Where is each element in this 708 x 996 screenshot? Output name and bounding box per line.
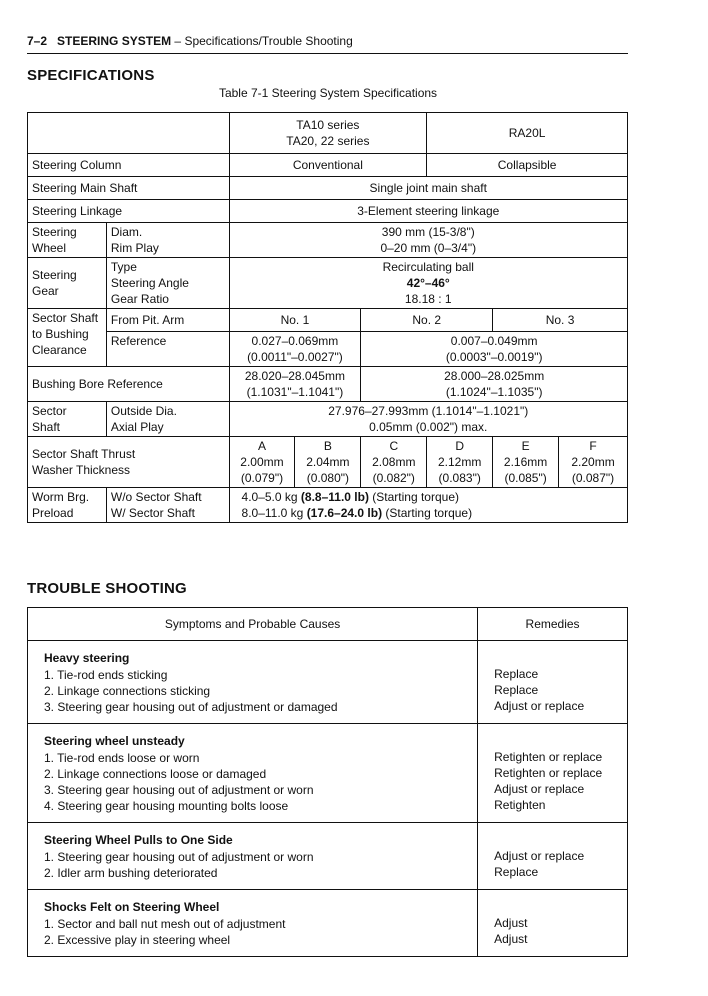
spec-value: 28.000–28.025mm (1.1024"–1.1035") [361, 367, 628, 402]
cause-item: 2. Idler arm bushing deteriorated [44, 865, 218, 880]
header-dash: – [174, 34, 182, 48]
washer-col-e: E 2.16mm (0.085") [493, 437, 559, 488]
cause-item: 1. Tie-rod ends loose or worn [44, 750, 200, 765]
trouble-row-shocks [28, 890, 628, 957]
spec-row-linkage: Steering Linkage 3-Element steering linkage [28, 200, 628, 223]
spec-row-steering-column: Steering Column Conventional Collapsible [28, 154, 628, 177]
spec-value: 27.976–27.993mm (1.1014"–1.1021") 0.05mm (0.002") max. [229, 402, 627, 437]
spec-row-thrust-washer [28, 437, 628, 488]
remedy-item: Replace [494, 683, 539, 697]
trouble-shooting-table [27, 607, 628, 957]
table-caption: Table 7-1 Steering System Specifications [218, 86, 438, 100]
spec-label: Sector Shaft [28, 402, 107, 437]
header-rule [27, 53, 628, 54]
washer-col-c: C 2.08mm (0.082") [361, 437, 427, 488]
remedy-item: Retighten or replace [494, 750, 603, 764]
spec-label: Worm Brg. Preload [28, 488, 107, 523]
cause-item: 2. Excessive play in steering wheel [44, 932, 231, 947]
spec-label: Steering Gear [28, 258, 107, 309]
spec-row-steering-wheel [28, 223, 628, 258]
remedy-item: Adjust or replace [494, 782, 585, 796]
spec-row-sector-clearance: Sector Shaft to Bushing Clearance From Pit. Arm No. 1 No. 2 No. 3 [28, 309, 628, 332]
spec-sublabel: W/o Sector Shaft W/ Sector Shaft [106, 488, 229, 523]
remedy-item: Adjust or replace [494, 699, 585, 713]
remedy-item: Replace [494, 865, 539, 879]
spec-col-ta-series: TA10 series TA20, 22 series [229, 113, 427, 154]
cause-item: 3. Steering gear housing out of adjustment or worn [44, 782, 314, 797]
spec-value: 4.0–5.0 kg (8.8–11.0 lb) (Starting torque) 8.0–11.0 kg (17.6–24.0 lb) (Starting torque) [229, 488, 627, 523]
col-causes-header: Symptoms and Probable Causes [28, 608, 478, 641]
spec-sublabel: Type Steering Angle Gear Ratio [106, 258, 229, 309]
spec-sublabel: Outside Dia. Axial Play [106, 402, 229, 437]
spec-col-ra20l: RA20L [427, 113, 628, 154]
spec-value: 28.020–28.045mm (1.1031"–1.1041") [229, 367, 361, 402]
spec-row-steering-gear [28, 258, 628, 309]
specifications-title: SPECIFICATIONS [27, 67, 155, 84]
trouble-header-row [28, 608, 628, 641]
trouble-row-wheel-unsteady [28, 724, 628, 823]
washer-col-d: D 2.12mm (0.083") [427, 437, 493, 488]
spec-value: 390 mm (15-3/8") 0–20 mm (0–3/4") [229, 223, 627, 258]
symptom-title: Steering Wheel Pulls to One Side [44, 832, 233, 847]
page-number: 7–2 [27, 34, 48, 48]
symptom-title: Steering wheel unsteady [44, 733, 185, 748]
washer-col-b: B 2.04mm (0.080") [295, 437, 361, 488]
remedy-item: Adjust [494, 932, 528, 946]
spec-label: Steering Wheel [28, 223, 107, 258]
spec-label: Sector Shaft to Bushing Clearance [28, 309, 107, 367]
trouble-row-wheel-pulls [28, 823, 628, 890]
cause-item: 1. Tie-rod ends sticking [44, 667, 168, 682]
cause-item: 1. Steering gear housing out of adjustment or worn [44, 849, 314, 864]
spec-row-sector-reference: Reference 0.027–0.069mm (0.0011"–0.0027") 0.007–0.049mm (0.0003"–0.0019") [28, 332, 628, 367]
spec-header-row [28, 113, 628, 154]
spec-row-sector-shaft [28, 402, 628, 437]
spec-value: 0.007–0.049mm (0.0003"–0.0019") [361, 332, 628, 367]
spec-value: 0.027–0.069mm (0.0011"–0.0027") [229, 332, 361, 367]
spec-row-main-shaft: Steering Main Shaft Single joint main shaft [28, 177, 628, 200]
washer-col-a: A 2.00mm (0.079") [229, 437, 295, 488]
spec-row-worm-preload [28, 488, 628, 523]
cause-item: 1. Sector and ball nut mesh out of adjustment [44, 916, 286, 931]
remedy-item: Retighten [494, 798, 546, 812]
chapter-title: STEERING SYSTEM [57, 34, 172, 48]
col-remedies-header: Remedies [478, 608, 628, 641]
remedy-item: Replace [494, 667, 539, 681]
spec-row-bushing-bore: Bushing Bore Reference 28.020–28.045mm (1.1031"–1.1041") 28.000–28.025mm (1.1024"–1.1035") [28, 367, 628, 402]
spec-label: Sector Shaft Thrust Washer Thickness [28, 437, 230, 488]
symptom-title: Heavy steering [44, 650, 130, 665]
cause-item: 3. Steering gear housing out of adjustment or damaged [44, 699, 338, 714]
trouble-row-heavy-steering [28, 641, 628, 724]
spec-header-blank [28, 113, 230, 154]
washer-col-f: F 2.20mm (0.087") [559, 437, 628, 488]
spec-sublabel: Diam. Rim Play [106, 223, 229, 258]
header-subtitle: Specifications/Trouble Shooting [184, 34, 353, 48]
cause-item: 4. Steering gear housing mounting bolts loose [44, 798, 289, 813]
specifications-table [27, 112, 628, 523]
trouble-shooting-title: TROUBLE SHOOTING [27, 580, 187, 597]
spec-value: Recirculating ball 42°–46° 18.18 : 1 [229, 258, 627, 309]
remedy-item: Retighten or replace [494, 766, 603, 780]
remedy-item: Adjust or replace [494, 849, 585, 863]
cause-item: 2. Linkage connections loose or damaged [44, 766, 267, 781]
symptom-title: Shocks Felt on Steering Wheel [44, 899, 220, 914]
cause-item: 2. Linkage connections sticking [44, 683, 211, 698]
remedy-item: Adjust [494, 916, 528, 930]
page-header [27, 34, 627, 48]
